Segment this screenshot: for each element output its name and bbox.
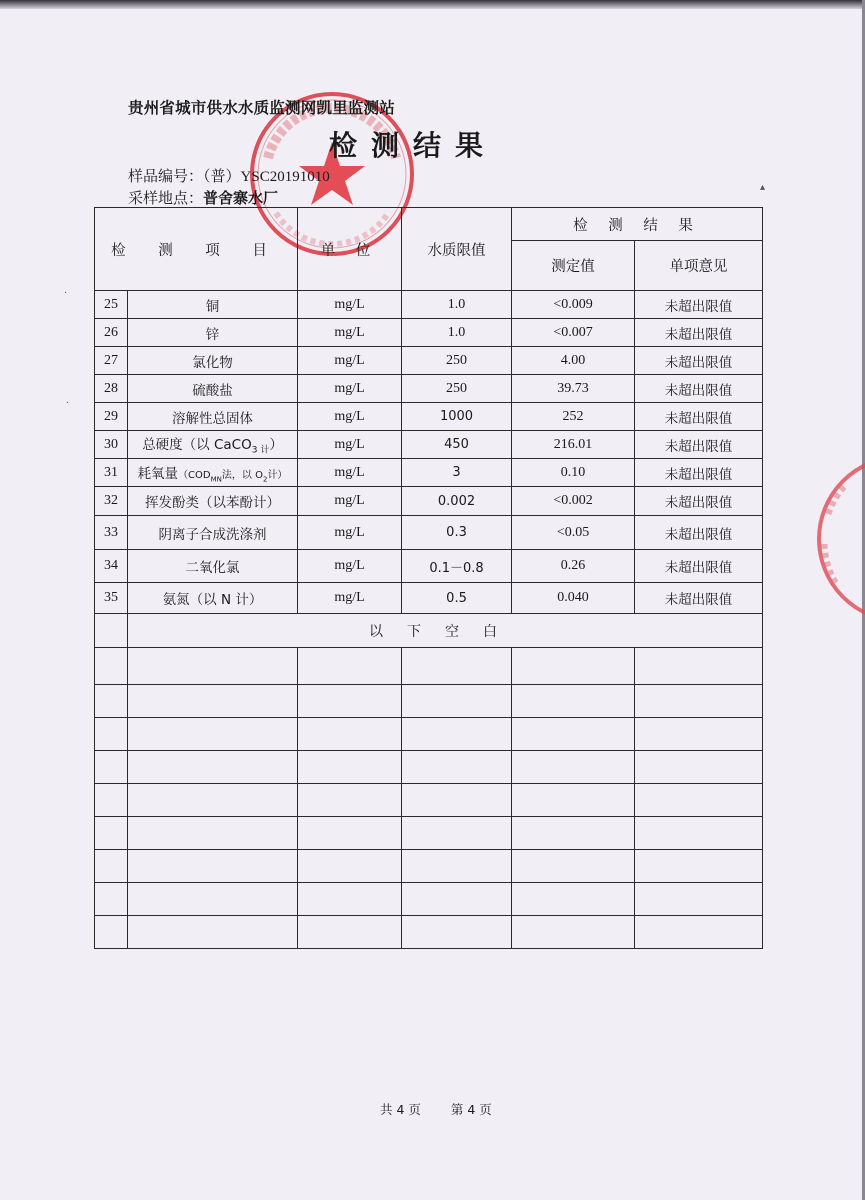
empty-row [95, 685, 763, 718]
row-limit: 250 [402, 347, 512, 375]
row-value: 0.10 [512, 459, 635, 487]
table-row [95, 550, 763, 583]
row-unit: mg/L [298, 487, 402, 516]
row-unit: mg/L [298, 403, 402, 431]
row-number: 29 [95, 403, 128, 431]
row-opinion: 未超出限值 [635, 487, 763, 516]
empty-row [95, 883, 763, 916]
empty-row [95, 916, 763, 949]
item-name-note: （COD [178, 469, 211, 481]
table-row [95, 516, 763, 550]
row-number: 32 [95, 487, 128, 516]
header-item: 检 测 项 目 [95, 208, 298, 291]
location-label: 采样地点： [128, 189, 204, 207]
row-opinion: 未超出限值 [635, 403, 763, 431]
table-row [95, 319, 763, 347]
row-limit: 1.0 [402, 319, 512, 347]
table-row [95, 403, 763, 431]
row-unit: mg/L [298, 550, 402, 583]
row-number: 31 [95, 459, 128, 487]
row-unit: mg/L [298, 347, 402, 375]
row-opinion: 未超出限值 [635, 459, 763, 487]
row-number: 28 [95, 375, 128, 403]
row-opinion: 未超出限值 [635, 516, 763, 550]
row-opinion: 未超出限值 [635, 291, 763, 319]
row-item-name: 铜 [128, 291, 298, 319]
row-item-name: 二氧化氯 [128, 550, 298, 583]
sample-id-label: 样品编号： [128, 167, 204, 185]
row-item-name [128, 431, 298, 459]
organization-name: 贵州省城市供水水质监测网凯里监测站 [128, 99, 395, 117]
row-unit: mg/L [298, 291, 402, 319]
row-number: 30 [95, 431, 128, 459]
page-title: 检测结果 [329, 129, 498, 162]
header-result-group: 检 测 结 果 [512, 208, 763, 241]
row-value: <0.007 [512, 319, 635, 347]
empty-row [95, 751, 763, 784]
blank-note: 以下空白 [128, 614, 763, 648]
row-item-name: 挥发酚类（以苯酚计） [128, 487, 298, 516]
header-opinion: 单项意见 [635, 241, 763, 291]
scan-speck: · [66, 398, 70, 409]
empty-row [95, 718, 763, 751]
table-row [95, 583, 763, 614]
row-item-name: 氨氮（以 N 计） [128, 583, 298, 614]
row-unit: mg/L [298, 375, 402, 403]
row-limit: 1000 [402, 403, 512, 431]
row-number: 26 [95, 319, 128, 347]
row-value: 39.73 [512, 375, 635, 403]
row-value: <0.009 [512, 291, 635, 319]
page-footer [380, 1100, 522, 1118]
item-name-subscript: 3 计 [251, 445, 270, 456]
row-limit: 0.3 [402, 516, 512, 550]
results-table [94, 207, 763, 949]
row-unit: mg/L [298, 431, 402, 459]
row-limit: 3 [402, 459, 512, 487]
item-name-main: 耗氧量 [137, 465, 179, 482]
row-unit: mg/L [298, 516, 402, 550]
row-opinion: 未超出限值 [635, 347, 763, 375]
header-limit: 水质限值 [402, 208, 512, 291]
row-item-name: 溶解性总固体 [128, 403, 298, 431]
empty-cell [95, 614, 128, 648]
row-limit: 1.0 [402, 291, 512, 319]
row-limit: 450 [402, 431, 512, 459]
empty-row [95, 784, 763, 817]
row-item-name: 氯化物 [128, 347, 298, 375]
item-name-subscript: 2 [262, 475, 268, 484]
row-limit: 0.002 [402, 487, 512, 516]
sample-id-line [128, 165, 330, 186]
row-unit: mg/L [298, 583, 402, 614]
table-row [95, 487, 763, 516]
sample-id-value: （普）YSC20191010 [203, 169, 330, 185]
table-row [95, 291, 763, 319]
blank-note-row [95, 614, 763, 648]
row-value: 216.01 [512, 431, 635, 459]
scan-edge-top [0, 0, 865, 9]
location-value: 普舍寨水厂 [203, 191, 279, 207]
row-value: 0.26 [512, 550, 635, 583]
row-unit: mg/L [298, 459, 402, 487]
empty-row [95, 850, 763, 883]
location-line [128, 187, 278, 208]
row-number: 34 [95, 550, 128, 583]
partial-seal [806, 444, 865, 634]
scan-speck: ▴ [760, 182, 766, 193]
row-item-name: 阴离子合成洗涤剂 [128, 516, 298, 550]
item-name-main: 总硬度（以 CaCO [142, 437, 252, 454]
row-limit: 0.5 [402, 583, 512, 614]
header-row [95, 208, 763, 241]
row-unit: mg/L [298, 319, 402, 347]
row-number: 33 [95, 516, 128, 550]
row-number: 35 [95, 583, 128, 614]
item-name-note: 计） [267, 469, 288, 481]
row-item-name [128, 459, 298, 487]
row-value: <0.002 [512, 487, 635, 516]
row-item-name: 硫酸盐 [128, 375, 298, 403]
row-opinion: 未超出限值 [635, 550, 763, 583]
row-number: 25 [95, 291, 128, 319]
row-limit: 0.1－0.8 [402, 550, 512, 583]
row-limit: 250 [402, 375, 512, 403]
table-row [95, 431, 763, 459]
header-measured: 测定值 [512, 241, 635, 291]
table-row [95, 375, 763, 403]
total-pages: 共 4 页 [380, 1102, 421, 1117]
row-value: 4.00 [512, 347, 635, 375]
row-value: <0.05 [512, 516, 635, 550]
empty-row [95, 817, 763, 850]
item-name-tail: ） [269, 437, 283, 454]
row-opinion: 未超出限值 [635, 431, 763, 459]
empty-row [95, 648, 763, 685]
header-unit: 单 位 [298, 208, 402, 291]
row-value: 252 [512, 403, 635, 431]
scan-speck: · [64, 288, 68, 299]
row-opinion: 未超出限值 [635, 583, 763, 614]
table-row [95, 347, 763, 375]
row-value: 0.040 [512, 583, 635, 614]
row-number: 27 [95, 347, 128, 375]
item-name-note: 法，以 O [221, 469, 263, 481]
current-page: 第 4 页 [450, 1102, 492, 1117]
item-name-subscript: MN [210, 475, 222, 484]
table-row [95, 459, 763, 487]
row-item-name: 锌 [128, 319, 298, 347]
row-opinion: 未超出限值 [635, 319, 763, 347]
row-opinion: 未超出限值 [635, 375, 763, 403]
